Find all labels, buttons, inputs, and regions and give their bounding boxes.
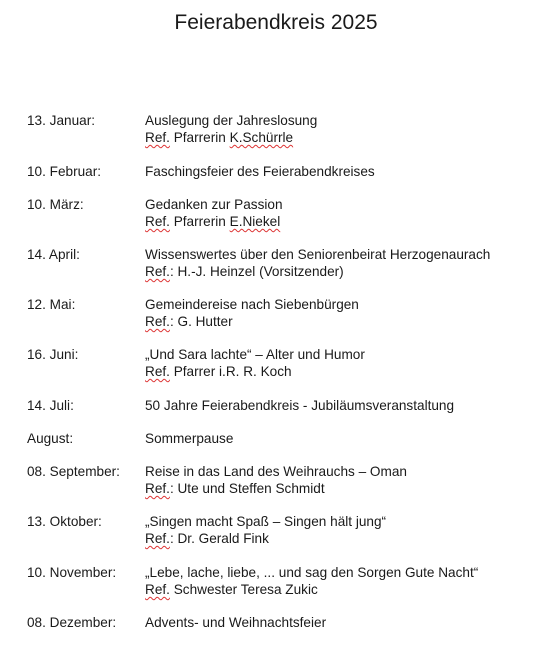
speaker-role: : G. Hutter — [169, 314, 233, 329]
schedule-entry-june — [27, 346, 542, 397]
entry-topic: „Lebe, lache, liebe, ... und sag den Sorgen Gute Nacht“ — [145, 565, 479, 580]
entry-details — [145, 196, 542, 246]
entry-topic: Wissenswertes über den Seniorenbeirat Herzogenaurach — [145, 247, 491, 262]
speaker-role: Schwester Teresa Zukic — [169, 582, 318, 597]
entry-date: 10. November: — [27, 565, 117, 580]
speaker-role: Pfarrerin — [169, 214, 230, 229]
speaker-role: : Dr. Gerald Fink — [169, 531, 269, 546]
entry-speaker — [145, 263, 542, 280]
entry-topic: Sommerpause — [145, 431, 234, 446]
schedule-entry-july — [27, 397, 542, 430]
page-title: Feierabendkreis 2025 — [174, 11, 378, 34]
entry-speaker — [145, 313, 542, 330]
ref-label: Ref. — [145, 264, 170, 279]
entry-date: 10. Februar: — [27, 164, 102, 179]
entry-speaker — [145, 581, 542, 598]
entry-details — [145, 564, 542, 614]
entry-date: 12. Mai: — [27, 297, 76, 312]
schedule-list — [27, 112, 542, 634]
entry-topic: Faschingsfeier des Feierabendkreises — [145, 164, 375, 179]
ref-label: Ref. — [145, 214, 170, 229]
entry-date: 14. April: — [27, 247, 80, 262]
entry-details — [145, 246, 542, 296]
entry-topic: Reise in das Land des Weihrauchs – Oman — [145, 464, 407, 479]
schedule-entry-october — [27, 513, 542, 564]
entry-topic: Advents- und Weihnachtsfeier — [145, 615, 327, 630]
entry-speaker — [145, 213, 542, 230]
schedule-entry-april — [27, 246, 542, 296]
schedule-entry-september — [27, 463, 542, 513]
entry-date: August: — [27, 431, 74, 446]
entry-date: 08. September: — [27, 464, 120, 479]
ref-label: Ref. — [145, 364, 170, 379]
entry-date: 13. Oktober: — [27, 514, 102, 529]
entry-details — [145, 112, 542, 163]
ref-label: Ref. — [145, 481, 170, 496]
schedule-entry-january — [27, 112, 542, 163]
entry-speaker — [145, 129, 542, 146]
ref-label: Ref. — [145, 130, 170, 145]
entry-details — [145, 346, 542, 397]
entry-speaker — [145, 363, 542, 380]
entry-topic: „Und Sara lachte“ – Alter und Humor — [145, 347, 365, 362]
entry-details — [145, 296, 542, 346]
entry-topic: Auslegung der Jahreslosung — [145, 113, 318, 128]
entry-date: 10. März: — [27, 197, 84, 212]
entry-topic: 50 Jahre Feierabendkreis - Jubiläumsveranstaltung — [145, 398, 455, 413]
schedule-entry-march — [27, 196, 542, 246]
speaker-role: Pfarrer i.R. R. Koch — [169, 364, 292, 379]
schedule-entry-august — [27, 430, 542, 463]
entry-topic: Gemeindereise nach Siebenbürgen — [145, 297, 359, 312]
entry-details — [145, 430, 542, 463]
entry-date: 16. Juni: — [27, 347, 79, 362]
entry-date: 08. Dezember: — [27, 615, 117, 630]
entry-details — [145, 397, 542, 430]
speaker-name: K.Schürrle — [229, 130, 294, 145]
entry-speaker — [145, 530, 542, 547]
speaker-role: : H.-J. Heinzel (Vorsitzender) — [169, 264, 344, 279]
speaker-name: E.Niekel — [229, 214, 281, 229]
entry-date: 14. Juli: — [27, 398, 74, 413]
entry-details — [145, 163, 542, 196]
ref-label: Ref. — [145, 314, 170, 329]
entry-date: 13. Januar: — [27, 113, 96, 128]
entry-speaker — [145, 480, 542, 497]
ref-label: Ref. — [145, 582, 170, 597]
entry-details — [145, 513, 542, 564]
schedule-entry-may — [27, 296, 542, 346]
speaker-role: Pfarrerin — [169, 130, 230, 145]
speaker-role: : Ute und Steffen Schmidt — [169, 481, 325, 496]
schedule-entry-december — [27, 614, 542, 634]
entry-details — [145, 614, 542, 634]
schedule-entry-november — [27, 564, 542, 614]
entry-details — [145, 463, 542, 513]
entry-topic: Gedanken zur Passion — [145, 197, 283, 212]
ref-label: Ref. — [145, 531, 170, 546]
schedule-entry-february — [27, 163, 542, 196]
entry-topic: „Singen macht Spaß – Singen hält jung“ — [145, 514, 387, 529]
